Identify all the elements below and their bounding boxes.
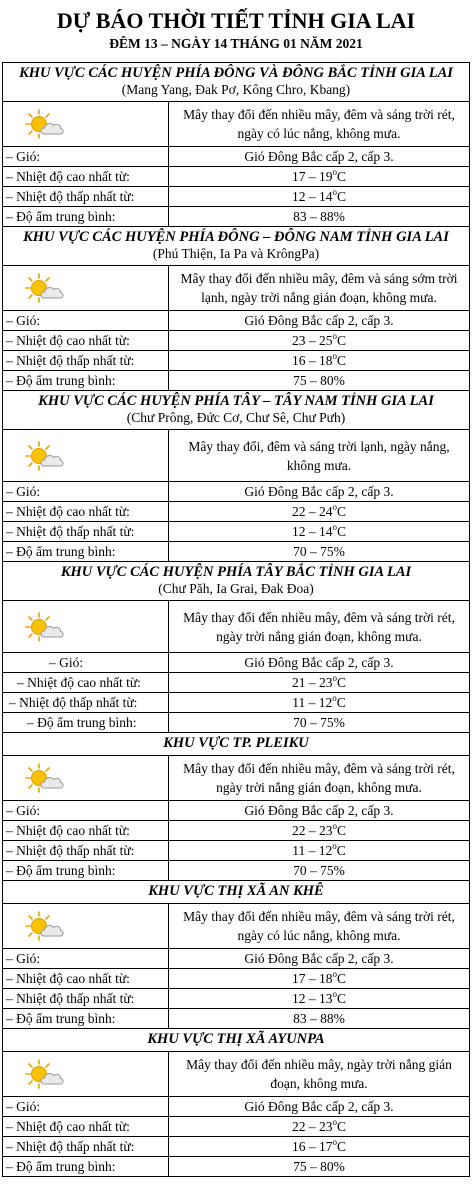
weather-icon-cell xyxy=(3,430,169,481)
humidity-label: – Độ ẩm trung bình: xyxy=(3,1157,169,1176)
min-temp-row xyxy=(3,350,469,370)
humidity-value: 83 – 88% xyxy=(293,209,345,224)
max-temp-row xyxy=(3,501,469,521)
max-temp-row xyxy=(3,820,469,840)
weather-description: Mây thay đổi đến nhiều mây, đêm và sáng sớm trời lạnh, ngày trời nắng gián đoạn, không mưa. xyxy=(180,271,458,305)
partly-cloudy-sun-icon xyxy=(25,762,65,794)
humidity-label: – Độ ẩm trung bình: xyxy=(3,542,169,561)
min-temp-label: – Nhiệt độ thấp nhất từ: xyxy=(3,1137,169,1156)
region-block xyxy=(2,880,470,1028)
humidity-value: 83 – 88% xyxy=(293,1011,345,1026)
wind-value: Gió Đông Bắc cấp 2, cấp 3. xyxy=(244,484,394,499)
wind-label: – Gió: xyxy=(3,1097,169,1116)
region-header xyxy=(3,1028,469,1051)
weather-icon-cell xyxy=(3,1052,169,1096)
weather-description-row xyxy=(3,429,469,481)
max-temp-row xyxy=(3,968,469,988)
humidity-value: 70 – 75% xyxy=(293,544,345,559)
partly-cloudy-sun-icon xyxy=(25,1058,65,1090)
humidity-row xyxy=(3,860,469,880)
min-temp-row xyxy=(3,988,469,1008)
max-temp-value: 22 – 23$^o$C xyxy=(291,1116,346,1134)
humidity-value: 75 – 80% xyxy=(293,1159,345,1174)
region-title: KHU VỰC CÁC HUYỆN PHÍA TÂY BẮC TỈNH GIA LAI xyxy=(60,564,412,580)
min-temp-value: 12 – 14$^o$C xyxy=(291,521,346,539)
min-temp-row xyxy=(3,1136,469,1156)
max-temp-row xyxy=(3,166,469,186)
humidity-label: – Độ ẩm trung bình: xyxy=(3,1009,169,1028)
region-block xyxy=(2,390,470,561)
min-temp-label: – Nhiệt độ thấp nhất từ: xyxy=(3,693,169,712)
humidity-value: 75 – 80% xyxy=(293,373,345,388)
humidity-label: – Độ ẩm trung bình: xyxy=(3,371,169,390)
max-temp-value: 21 – 23$^o$C xyxy=(291,672,346,690)
region-title: KHU VỰC THỊ XÃ AYUNPA xyxy=(147,1031,325,1047)
humidity-label: – Độ ẩm trung bình: xyxy=(3,861,169,880)
wind-row xyxy=(3,948,469,968)
wind-row xyxy=(3,800,469,820)
min-temp-label: – Nhiệt độ thấp nhất từ: xyxy=(3,841,169,860)
wind-row xyxy=(3,652,469,672)
wind-label: – Gió: xyxy=(3,482,169,501)
wind-value: Gió Đông Bắc cấp 2, cấp 3. xyxy=(244,1099,394,1114)
region-title: KHU VỰC CÁC HUYỆN PHÍA TÂY – TÂY NAM TỈNH GIA LAI xyxy=(38,393,434,409)
humidity-value: 70 – 75% xyxy=(293,863,345,878)
min-temp-value: 12 – 14$^o$C xyxy=(291,186,346,204)
weather-description: Mây thay đổi đến nhiều mây, đêm và sáng trời rét, ngày trời nắng gián đoạn, không mưa. xyxy=(183,609,455,644)
wind-label: – Gió: xyxy=(3,949,169,968)
min-temp-label: – Nhiệt độ thấp nhất từ: xyxy=(3,351,169,370)
region-title: KHU VỰC TP. PLEIKU xyxy=(163,735,309,751)
partly-cloudy-sun-icon xyxy=(25,910,65,942)
wind-value: Gió Đông Bắc cấp 2, cấp 3. xyxy=(244,149,394,164)
humidity-row xyxy=(3,206,469,226)
weather-description-row xyxy=(3,755,469,800)
region-header xyxy=(3,561,469,600)
humidity-row xyxy=(3,1008,469,1028)
region-districts: (Chư Prông, Đức Cơ, Chư Sê, Chư Pưh) xyxy=(126,410,346,425)
region-title: KHU VỰC CÁC HUYỆN PHÍA ĐÔNG VÀ ĐÔNG BẮC TỈNH GIA LAI xyxy=(19,65,453,81)
wind-value: Gió Đông Bắc cấp 2, cấp 3. xyxy=(244,655,394,670)
wind-row xyxy=(3,481,469,501)
forecast-date: ĐÊM 13 – NGÀY 14 THÁNG 01 NĂM 2021 xyxy=(109,36,363,51)
region-block xyxy=(2,1028,470,1177)
region-block xyxy=(2,226,470,390)
region-districts: (Phú Thiện, Ia Pa và KrôngPa) xyxy=(152,246,320,261)
min-temp-row xyxy=(3,186,469,206)
humidity-row xyxy=(3,541,469,561)
min-temp-row xyxy=(3,840,469,860)
min-temp-row xyxy=(3,692,469,712)
humidity-row xyxy=(3,1156,469,1176)
wind-row xyxy=(3,146,469,166)
humidity-value: 70 – 75% xyxy=(293,715,345,730)
max-temp-label: – Nhiệt độ cao nhất từ: xyxy=(3,969,169,988)
weather-icon-cell xyxy=(3,601,169,652)
wind-row xyxy=(3,310,469,330)
region-title: KHU VỰC THỊ XÃ AN KHÊ xyxy=(148,883,324,899)
region-districts: (Chư Păh, Ia Grai, Đak Đoa) xyxy=(158,581,314,596)
max-temp-label: – Nhiệt độ cao nhất từ: xyxy=(3,167,169,186)
region-header xyxy=(3,226,469,265)
max-temp-value: 23 – 25$^o$C xyxy=(291,330,346,348)
min-temp-value: 16 – 18$^o$C xyxy=(291,350,346,368)
partly-cloudy-sun-icon xyxy=(25,108,65,140)
min-temp-label: – Nhiệt độ thấp nhất từ: xyxy=(3,989,169,1008)
wind-value: Gió Đông Bắc cấp 2, cấp 3. xyxy=(244,951,394,966)
region-header xyxy=(3,62,469,101)
wind-row xyxy=(3,1096,469,1116)
wind-label: – Gió: xyxy=(3,311,169,330)
weather-description: Mây thay đổi, đêm và sáng trời lạnh, ngày nắng, không mưa. xyxy=(188,438,450,473)
weather-description-row xyxy=(3,1051,469,1096)
humidity-label: – Độ ẩm trung bình: xyxy=(3,713,169,732)
min-temp-value: 11 – 12$^o$C xyxy=(292,840,346,858)
humidity-row xyxy=(3,712,469,732)
max-temp-label: – Nhiệt độ cao nhất từ: xyxy=(3,673,169,692)
max-temp-value: 22 – 24$^o$C xyxy=(291,501,346,519)
weather-description: Mây thay đổi đến nhiều mây, ngày trời nắng gián đoạn, không mưa. xyxy=(186,1057,452,1091)
weather-icon-cell xyxy=(3,904,169,948)
region-districts: (Mang Yang, Đak Pơ, Kông Chro, Kbang) xyxy=(121,82,351,97)
weather-description-row xyxy=(3,903,469,948)
weather-description: Mây thay đổi đến nhiều mây, đêm và sáng trời rét, ngày có lúc nắng, không mưa. xyxy=(183,107,455,141)
max-temp-value: 17 – 19$^o$C xyxy=(291,166,346,184)
region-header xyxy=(3,880,469,903)
max-temp-row xyxy=(3,330,469,350)
weather-description-row xyxy=(3,265,469,310)
humidity-label: – Độ ẩm trung bình: xyxy=(3,207,169,226)
partly-cloudy-sun-icon xyxy=(25,611,65,643)
wind-value: Gió Đông Bắc cấp 2, cấp 3. xyxy=(244,313,394,328)
region-header xyxy=(3,390,469,429)
weather-icon-cell xyxy=(3,756,169,800)
region-block xyxy=(2,62,470,226)
min-temp-value: 11 – 12$^o$C xyxy=(292,692,346,710)
page-title: DỰ BÁO THỜI TIẾT TỈNH GIA LAI xyxy=(56,8,416,33)
wind-label: – Gió: xyxy=(3,801,169,820)
region-header xyxy=(3,732,469,755)
min-temp-label: – Nhiệt độ thấp nhất từ: xyxy=(3,187,169,206)
weather-icon-cell xyxy=(3,266,169,310)
max-temp-label: – Nhiệt độ cao nhất từ: xyxy=(3,821,169,840)
max-temp-label: – Nhiệt độ cao nhất từ: xyxy=(3,331,169,350)
weather-description-row xyxy=(3,600,469,652)
max-temp-label: – Nhiệt độ cao nhất từ: xyxy=(3,1117,169,1136)
max-temp-row xyxy=(3,1116,469,1136)
min-temp-value: 12 – 13$^o$C xyxy=(291,988,346,1006)
weather-description: Mây thay đổi đến nhiều mây, đêm và sáng trời rét, ngày có lúc nắng, không mưa. xyxy=(183,909,455,943)
region-title: KHU VỰC CÁC HUYỆN PHÍA ĐÔNG – ĐÔNG NAM TỈNH GIA LAI xyxy=(23,229,449,245)
max-temp-value: 17 – 18$^o$C xyxy=(291,968,346,986)
region-block xyxy=(2,732,470,880)
min-temp-label: – Nhiệt độ thấp nhất từ: xyxy=(3,522,169,541)
partly-cloudy-sun-icon xyxy=(25,272,65,304)
min-temp-value: 16 – 17$^o$C xyxy=(291,1136,346,1154)
max-temp-value: 22 – 23$^o$C xyxy=(291,820,346,838)
weather-description-row xyxy=(3,101,469,146)
forecast-table xyxy=(2,62,470,1177)
region-block xyxy=(2,561,470,732)
max-temp-label: – Nhiệt độ cao nhất từ: xyxy=(3,502,169,521)
wind-label: – Gió: xyxy=(3,147,169,166)
weather-description: Mây thay đổi đến nhiều mây, đêm và sáng trời rét, ngày trời nắng gián đoạn, không mưa. xyxy=(183,761,455,795)
min-temp-row xyxy=(3,521,469,541)
wind-value: Gió Đông Bắc cấp 2, cấp 3. xyxy=(244,803,394,818)
weather-icon-cell xyxy=(3,102,169,146)
max-temp-row xyxy=(3,672,469,692)
partly-cloudy-sun-icon xyxy=(25,440,65,472)
wind-label: – Gió: xyxy=(3,653,169,672)
humidity-row xyxy=(3,370,469,390)
